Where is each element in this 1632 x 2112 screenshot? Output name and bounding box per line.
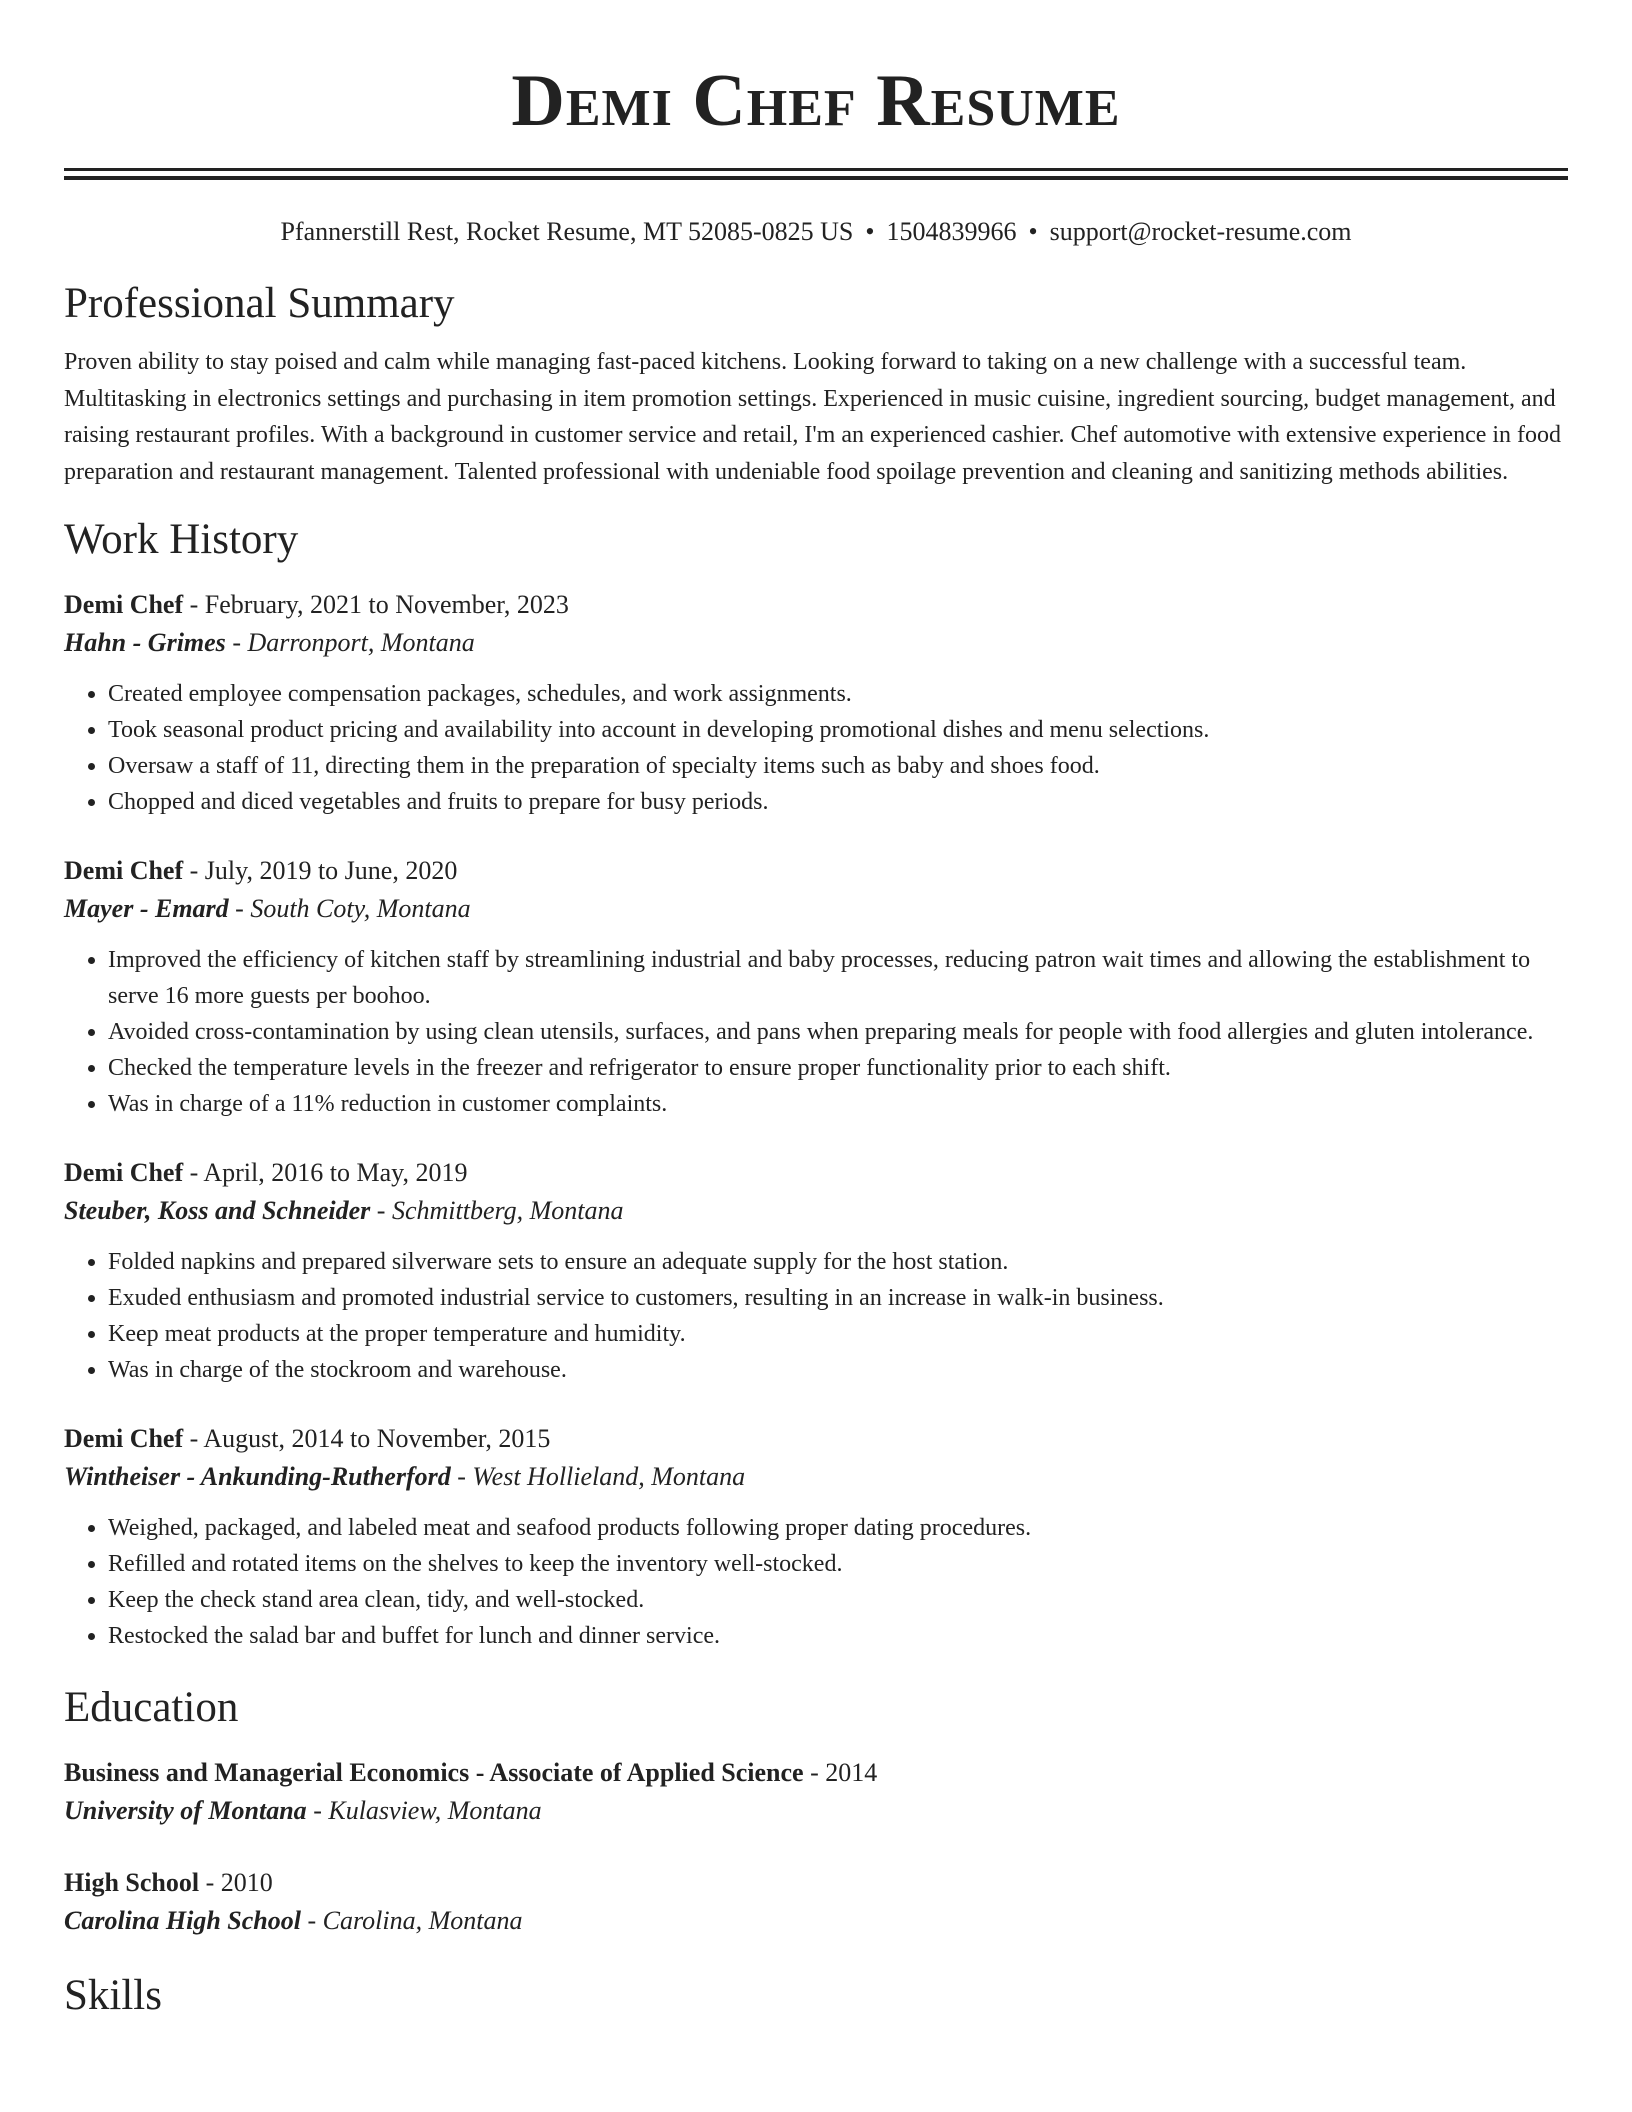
- list-item: • Exuded enthusiasm and promoted industrial service to customers, resulting in an increase in walk-in business.: [108, 1280, 1568, 1316]
- graduation-year: - 2014: [803, 1758, 878, 1787]
- list-item: • Oversaw a staff of 11, directing them in the preparation of specialty items such as baby and shoes food.: [108, 748, 1568, 784]
- job-company-line: [64, 890, 1568, 928]
- job-entry: [64, 852, 1568, 1122]
- list-item: • Avoided cross-contamination by using clean utensils, surfaces, and pans when preparing meals for people with food allergies and gluten intolerance.: [108, 1014, 1568, 1050]
- job-bullets: [64, 1510, 1568, 1654]
- summary-heading: Professional Summary: [64, 280, 455, 327]
- job-dates: - April, 2016 to May, 2019: [183, 1158, 468, 1187]
- job-company: Hahn - Grimes: [64, 628, 226, 657]
- job-title: Demi Chef: [64, 856, 184, 885]
- list-item: • Folded napkins and prepared silverware sets to ensure an adequate supply for the host station.: [108, 1244, 1568, 1280]
- job-dates: - February, 2021 to November, 2023: [183, 590, 569, 619]
- list-item: • Checked the temperature levels in the freezer and refrigerator to ensure proper functionality prior to each shift.: [108, 1050, 1568, 1086]
- contact-address: Pfannerstill Rest, Rocket Resume, MT 52085-0825 US: [280, 217, 854, 246]
- school-name: Carolina High School: [64, 1906, 301, 1935]
- job-title-line: [64, 586, 1568, 624]
- job-bullets: [64, 1244, 1568, 1388]
- contact-phone: 1504839966: [886, 217, 1017, 246]
- job-company-line: [64, 1192, 1568, 1230]
- job-entry: [64, 586, 1568, 820]
- job-company-line: [64, 624, 1568, 662]
- job-location: - Darronport, Montana: [225, 628, 475, 657]
- job-title: Demi Chef: [64, 590, 184, 619]
- job-title: Demi Chef: [64, 1158, 184, 1187]
- list-item: • Weighed, packaged, and labeled meat and seafood products following proper dating procedures.: [108, 1510, 1568, 1546]
- education-heading: Education: [64, 1684, 239, 1731]
- job-entry: [64, 1420, 1568, 1654]
- job-title-line: [64, 1420, 1568, 1458]
- school-location: - Kulasview, Montana: [306, 1796, 542, 1825]
- school-name: University of Montana: [64, 1796, 307, 1825]
- job-entry: [64, 1154, 1568, 1388]
- list-item: • Keep the check stand area clean, tidy, and well-stocked.: [108, 1582, 1568, 1618]
- list-item: • Restocked the salad bar and buffet for lunch and dinner service.: [108, 1618, 1568, 1654]
- contact-line: [64, 216, 1568, 248]
- school-line: [64, 1902, 1568, 1940]
- title-rule-bottom: [64, 176, 1568, 180]
- list-item: • Improved the efficiency of kitchen staff by streamlining industrial and baby processes, reducing patron wait times and allowing the establishment to serve 16 more guests per boohoo.: [108, 942, 1568, 1014]
- list-item: • Was in charge of a 11% reduction in customer complaints.: [108, 1086, 1568, 1122]
- degree-line: [64, 1864, 1568, 1902]
- job-title: Demi Chef: [64, 1424, 184, 1453]
- list-item: • Took seasonal product pricing and availability into account in developing promotional dishes and menu selections.: [108, 712, 1568, 748]
- education-entry: [64, 1754, 1568, 1830]
- job-company: Wintheiser - Ankunding-Rutherford: [64, 1462, 451, 1491]
- contact-separator: •: [865, 217, 875, 246]
- job-location: - South Coty, Montana: [228, 894, 471, 923]
- job-company: Steuber, Koss and Schneider: [64, 1196, 371, 1225]
- graduation-year: - 2010: [199, 1868, 273, 1897]
- job-location: - West Hollieland, Montana: [450, 1462, 746, 1491]
- job-title-line: [64, 852, 1568, 890]
- list-item: • Chopped and diced vegetables and fruits to prepare for busy periods.: [108, 784, 1568, 820]
- job-bullets: [64, 676, 1568, 820]
- education-entry: [64, 1864, 1568, 1940]
- degree: High School: [64, 1868, 200, 1897]
- contact-separator: •: [1028, 217, 1038, 246]
- job-company: Mayer - Emard: [64, 894, 229, 923]
- job-bullets: [64, 942, 1568, 1122]
- skills-heading: Skills: [64, 1972, 162, 2019]
- list-item: • Created employee compensation packages, schedules, and work assignments.: [108, 676, 1568, 712]
- school-line: [64, 1792, 1568, 1830]
- job-dates: - July, 2019 to June, 2020: [183, 856, 458, 885]
- school-location: - Carolina, Montana: [300, 1906, 523, 1935]
- degree: Business and Managerial Economics - Associate of Applied Science: [64, 1758, 804, 1787]
- contact-email: support@rocket-resume.com: [1049, 217, 1352, 246]
- resume-title: Demi Chef Resume: [511, 60, 1121, 142]
- list-item: • Keep meat products at the proper temperature and humidity.: [108, 1316, 1568, 1352]
- title-rule-top: [64, 168, 1568, 171]
- job-company-line: [64, 1458, 1568, 1496]
- summary-text: Proven ability to stay poised and calm while managing fast-paced kitchens. Looking forward to taking on a new challenge with a successful team. Multitasking in electronics settings and purchasing in item promotion settings. Experienced in music cuisine, ingredient sourcing, budget management, and raising restaurant profiles. With a background in customer service and retail, I'm an experienced cashier. Chef automotive with extensive experience in food preparation and restaurant management. Talented professional with undeniable food spoilage prevention and cleaning and sanitizing methods abilities.: [64, 349, 1562, 485]
- degree-line: [64, 1754, 1568, 1792]
- work-history-heading: Work History: [64, 516, 299, 563]
- list-item: • Refilled and rotated items on the shelves to keep the inventory well-stocked.: [108, 1546, 1568, 1582]
- resume-page: [64, 0, 1568, 2022]
- job-dates: - August, 2014 to November, 2015: [183, 1424, 551, 1453]
- job-title-line: [64, 1154, 1568, 1192]
- job-location: - Schmittberg, Montana: [370, 1196, 624, 1225]
- list-item: • Was in charge of the stockroom and warehouse.: [108, 1352, 1568, 1388]
